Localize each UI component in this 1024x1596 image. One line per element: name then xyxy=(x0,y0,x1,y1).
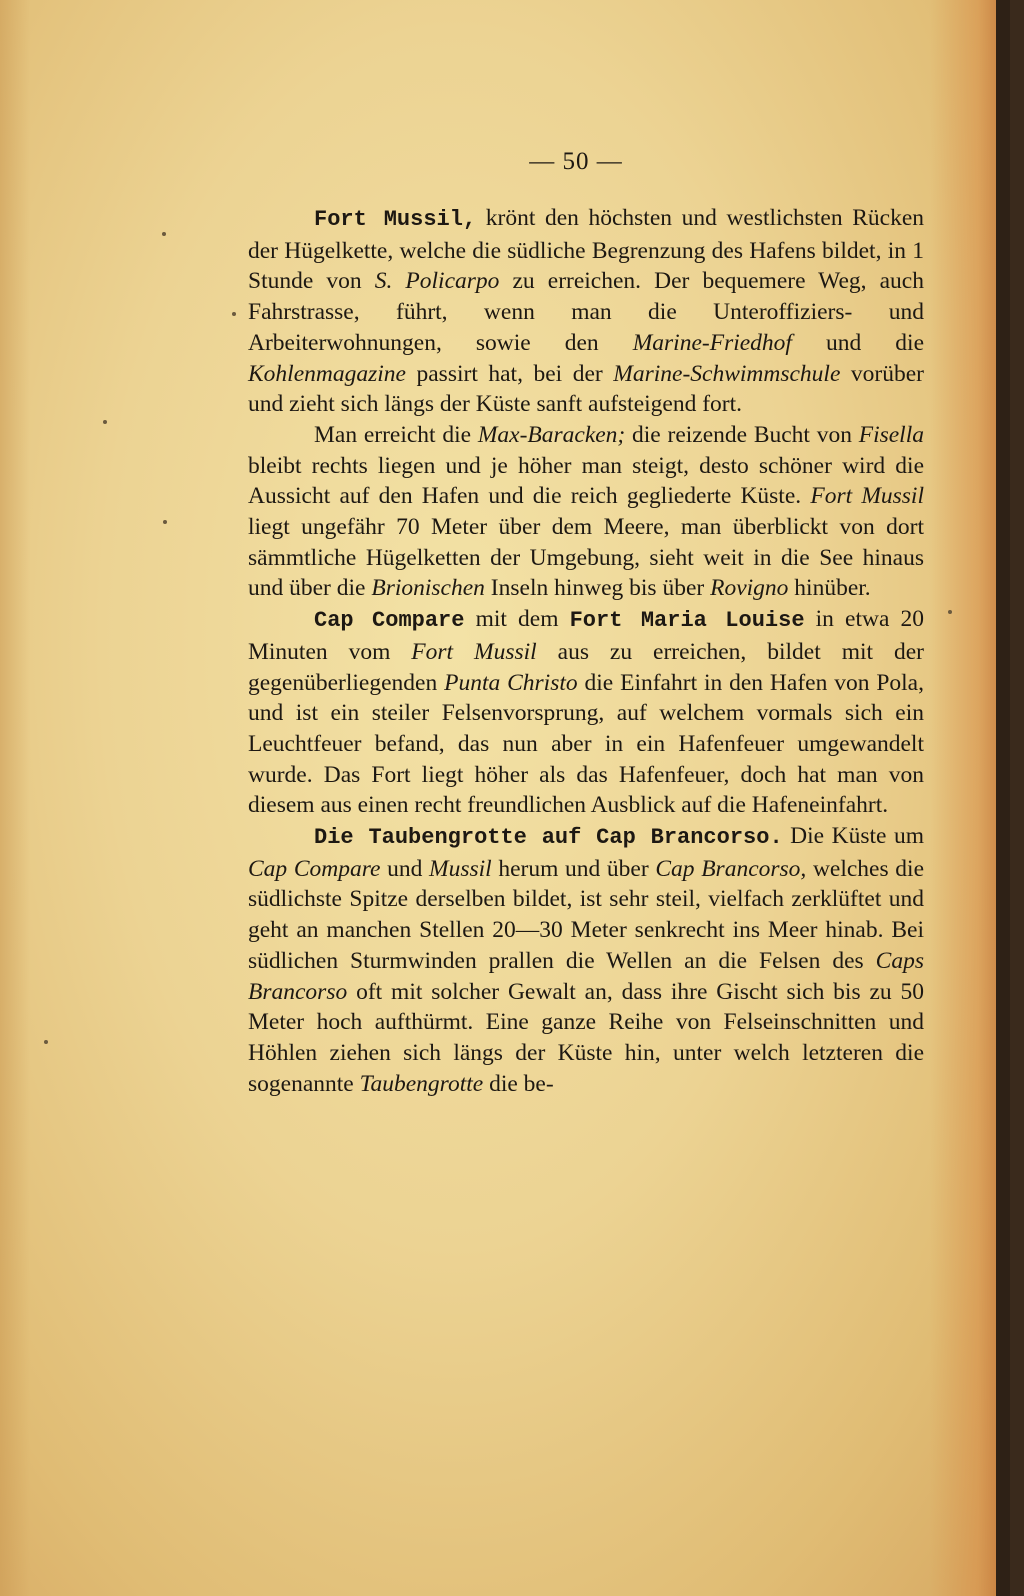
italic-place-name: Kohlenmagazine xyxy=(248,360,406,387)
text-run: welches die südlichste Spitze derselben bildet, ist sehr steil, vielfach zerklüftet und geht an manchen Stellen 20—30 Meter senkrecht ins Meer hinab. Bei südlichen Sturmwinden prallen die Wellen an die Felsen des xyxy=(248,855,925,974)
paragraph-taubengrotte xyxy=(248,821,924,1099)
text-run: bleibt rechts liegen und je höher man steigt, desto schöner wird die Aussicht auf den Hafen und die reich gegliederte Küste. xyxy=(248,452,924,510)
italic-place-name: Fort Mussil xyxy=(810,483,924,510)
text-run: die reizende Bucht von xyxy=(625,421,859,448)
paper-speck xyxy=(44,1040,48,1044)
text-run: die be- xyxy=(483,1070,554,1097)
italic-place-name: Marine-Friedhof xyxy=(632,329,792,356)
text-run: die Einfahrt in den Hafen von Pola, und ist ein steiler Felsenvorsprung, auf welchem vormals sich ein Leuchtfeuer befand, das nun aber in ein Hafenfeuer umgewandelt wurde. Das Fort liegt höher als das Hafenfeuer, doch hat man von diesem aus einen recht freundlichen Ausblick auf die Hafeneinfahrt. xyxy=(248,669,924,819)
text-run: und die xyxy=(791,329,924,356)
paragraph-fort-mussil xyxy=(248,203,924,420)
paper-speck xyxy=(103,420,107,424)
paper-speck xyxy=(232,312,236,316)
text-run: mit dem xyxy=(464,606,570,633)
bold-heading-run: Fort Mussil, xyxy=(314,207,477,232)
bold-heading-run: Die Taubengrotte auf Cap Brancorso. xyxy=(314,825,783,851)
italic-place-name: Max-Baracken; xyxy=(477,421,626,448)
book-spine xyxy=(996,0,1010,1596)
italic-place-name: Cap Brancorso, xyxy=(655,855,807,882)
text-run: herum und über xyxy=(491,855,656,882)
italic-place-name: Marine-Schwimmschule xyxy=(613,360,841,387)
text-run: hinüber. xyxy=(788,575,871,602)
text-run: und xyxy=(380,855,429,882)
italic-place-name: Caps Brancorso xyxy=(248,947,924,1005)
text-run: oft mit solcher Gewalt an, dass ihre Gischt sich bis zu 50 Meter hoch aufthürmt. Eine ganze Reihe von Felseinschnitten und Höhlen ziehen sich längs der Küste hin, unter welch letzteren die sogenannte xyxy=(248,978,924,1097)
text-run: Man erreicht die xyxy=(314,421,478,448)
paper-speck xyxy=(162,232,166,236)
paper-speck xyxy=(948,610,952,614)
text-run: in etwa 20 Minuten vom xyxy=(248,606,925,665)
italic-place-name: Rovigno xyxy=(710,575,789,602)
italic-place-name: Fort Mussil xyxy=(411,638,537,665)
italic-place-name: Taubengrotte xyxy=(359,1070,484,1097)
bold-heading-run: Fort Maria Louise xyxy=(569,608,805,634)
italic-place-name: Cap Compare xyxy=(248,855,381,882)
text-run: passirt hat, bei der xyxy=(405,360,614,387)
italic-place-name: S. Policarpo xyxy=(374,268,500,295)
italic-place-name: Fisella xyxy=(858,421,924,448)
italic-place-name: Punta Christo xyxy=(444,669,578,696)
page-left-edge xyxy=(0,0,30,1596)
text-run: vorüber und zieht sich längs der Küste sanft aufsteigend fort. xyxy=(248,360,924,418)
page-number: — 50 — xyxy=(529,148,623,175)
text-run: liegt ungefähr 70 Meter über dem Meere, man überblickt von dort sämmtliche Hügelketten der Umgebung, sieht weit in die See hinaus und über die xyxy=(248,514,924,602)
italic-place-name: Brionischen xyxy=(371,575,485,602)
text-run: krönt den höchsten und westlichsten Rücken der Hügelkette, welche die südliche Begrenzung des Hafens bildet, in 1 Stunde von xyxy=(248,205,924,295)
italic-place-name: Mussil xyxy=(429,855,492,882)
text-run: Inseln hinweg bis über xyxy=(484,575,711,602)
text-run: aus zu erreichen, bildet mit der gegenüberliegenden xyxy=(248,638,924,696)
body-text xyxy=(248,203,924,1099)
bold-heading-run: Cap Compare xyxy=(314,608,465,634)
paper-speck xyxy=(163,520,167,524)
paragraph-max-baracken xyxy=(248,420,924,604)
text-run: Die Küste um xyxy=(782,823,924,850)
text-run: zu erreichen. Der bequemere Weg, auch Fahrstrasse, führt, wenn man die Unteroffiziers- und Arbeiterwohnungen, sowie den xyxy=(248,268,924,356)
paragraph-cap-compare xyxy=(248,604,924,821)
